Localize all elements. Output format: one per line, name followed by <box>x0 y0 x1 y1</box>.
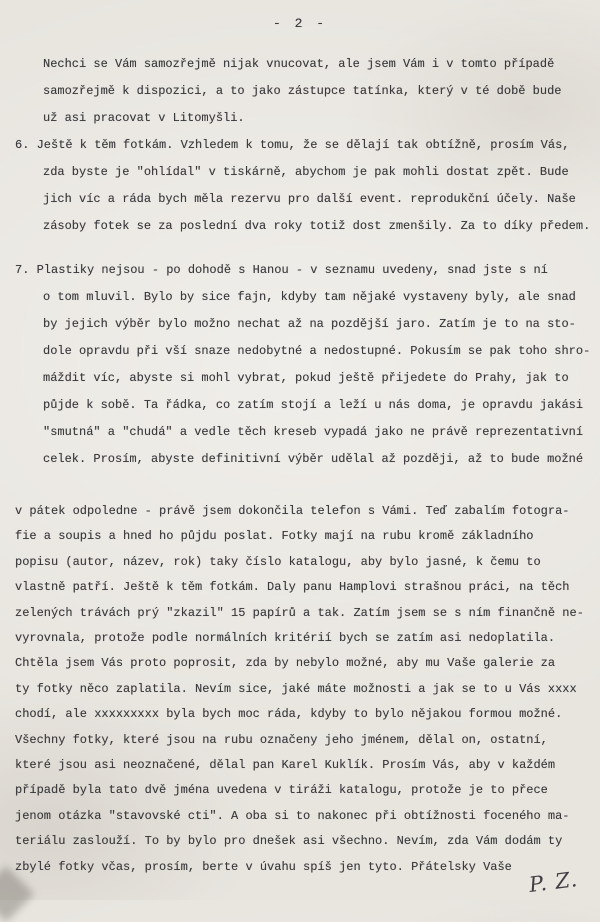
text-line: vyrovnala, protože podle normálních kritérií bych se zatím asi nedoplatila. <box>15 631 556 646</box>
text-line: máždit víc, abyste si mohl vybrat, pokud ještě přijedete do Prahy, jak to <box>43 371 569 385</box>
text-line: 7. Plastiky nejsou - po dohodě s Hanou - v seznamu uvedeny, snad jste s ní <box>15 263 548 277</box>
text-line: samozřejmě k dispozici, a to jako zástupce tatínka, který v té době bude <box>43 84 562 98</box>
handwritten-initials: P. Z. <box>527 867 580 897</box>
text-line: 6. Ještě k těm fotkám. Vzhledem k tomu, že se dělají tak obtížně, prosím Vás, <box>15 138 570 152</box>
text-line: Nechci se Vám samozřejmě nijak vnucovat, ale jsem Vám i v tomto případě <box>43 57 555 71</box>
page-number: - 2 - <box>272 16 327 31</box>
text-line: zásoby fotek se za poslední dva roky totiž dost zmenšily. Za to díky předem. <box>43 219 591 233</box>
paragraph-closing <box>15 499 590 880</box>
letter-body <box>0 31 600 880</box>
text-line: Všechny fotky, které jsou na rubu označeny jeho jménem, dělal on, ostatní, <box>15 732 548 747</box>
text-line: případě byla tato dvě jména uvedena v tiráži katalogu, protože je to přece <box>15 783 548 798</box>
paragraph-intro <box>15 51 590 132</box>
text-line: chodí, ale xxxxxxxxx byla bych moc ráda, kdyby to bylo nějakou formou možné. <box>15 707 563 722</box>
text-line: zbylé fotky včas, prosím, berte v úvahu spíš jen tyto. Přátelsky Vaše <box>15 859 512 874</box>
text-line: dole opravdu při vší snaze nedobytné a nedostupné. Pokusím se pak toho shro- <box>43 344 591 358</box>
text-line: "smutná" a "chudá" a vedle těch kreseb vypadá jako ne právě reprezentativní <box>43 425 584 439</box>
text-line: ty fotky něco zaplatila. Nevím sice, jaké máte možnosti a jak se to u Vás xxxx <box>15 681 577 696</box>
text-line: vlastně patří. Ještě k těm fotkám. Daly panu Hamplovi strašnou práci, na těch <box>15 580 570 595</box>
text-line: jich víc a ráda bych měla rezervu pro další event. reprodukční účely. Naše <box>43 192 576 206</box>
list-item-7 <box>15 257 590 473</box>
text-line: zelených trávách prý "zkazil" 15 papírů a tak. Zatím jsem se s ním finančně ne- <box>15 605 584 620</box>
text-line: popisu (autor, název, rok) taky číslo katalogu, aby bylo jasné, k čemu to <box>15 554 541 569</box>
text-line: už asi pracovat v Litomyšli. <box>43 111 245 125</box>
text-line: celek. Prosím, abyste definitivní výběr udělal až později, až to bude možné <box>43 452 584 466</box>
text-line: půjde k sobě. Ta řádka, co zatím stojí a leží u nás doma, je opravdu jakási <box>43 398 584 412</box>
text-line: které jsou asi neoznačené, dělal pan Karel Kuklík. Prosím Vás, aby v každém <box>15 758 556 773</box>
text-line: teriálu zaslouží. To by bylo pro dnešek asi všechno. Nevím, zda Vám dodám ty <box>15 834 563 849</box>
text-line: by jejich výběr bylo možno nechat až na pozdější jaro. Zatím je to na sto- <box>43 317 576 331</box>
text-line: o tom mluvil. Bylo by sice fajn, kdyby tam nějaké vystaveny byly, ale snad <box>43 290 576 304</box>
text-line: jenom otázka "stavovské cti". A oba si to nakonec při obtížnosti foceného ma- <box>15 808 570 823</box>
text-line: zda byste je "ohlídal" v tiskárně, abychom je pak mohli dostat zpět. Bude <box>43 165 569 179</box>
text-line: fie a soupis a hned ho půjdu poslat. Fotky mají na rubu kromě základního <box>15 529 534 544</box>
text-line: v pátek odpoledne - právě jsem dokončila telefon s Vámi. Teď zabalím fotogra- <box>15 504 570 518</box>
list-item-6 <box>15 132 590 240</box>
text-line: Chtěla jsem Vás proto poprosit, zda by nebylo možné, aby mu Vaše galerie za <box>15 656 556 671</box>
